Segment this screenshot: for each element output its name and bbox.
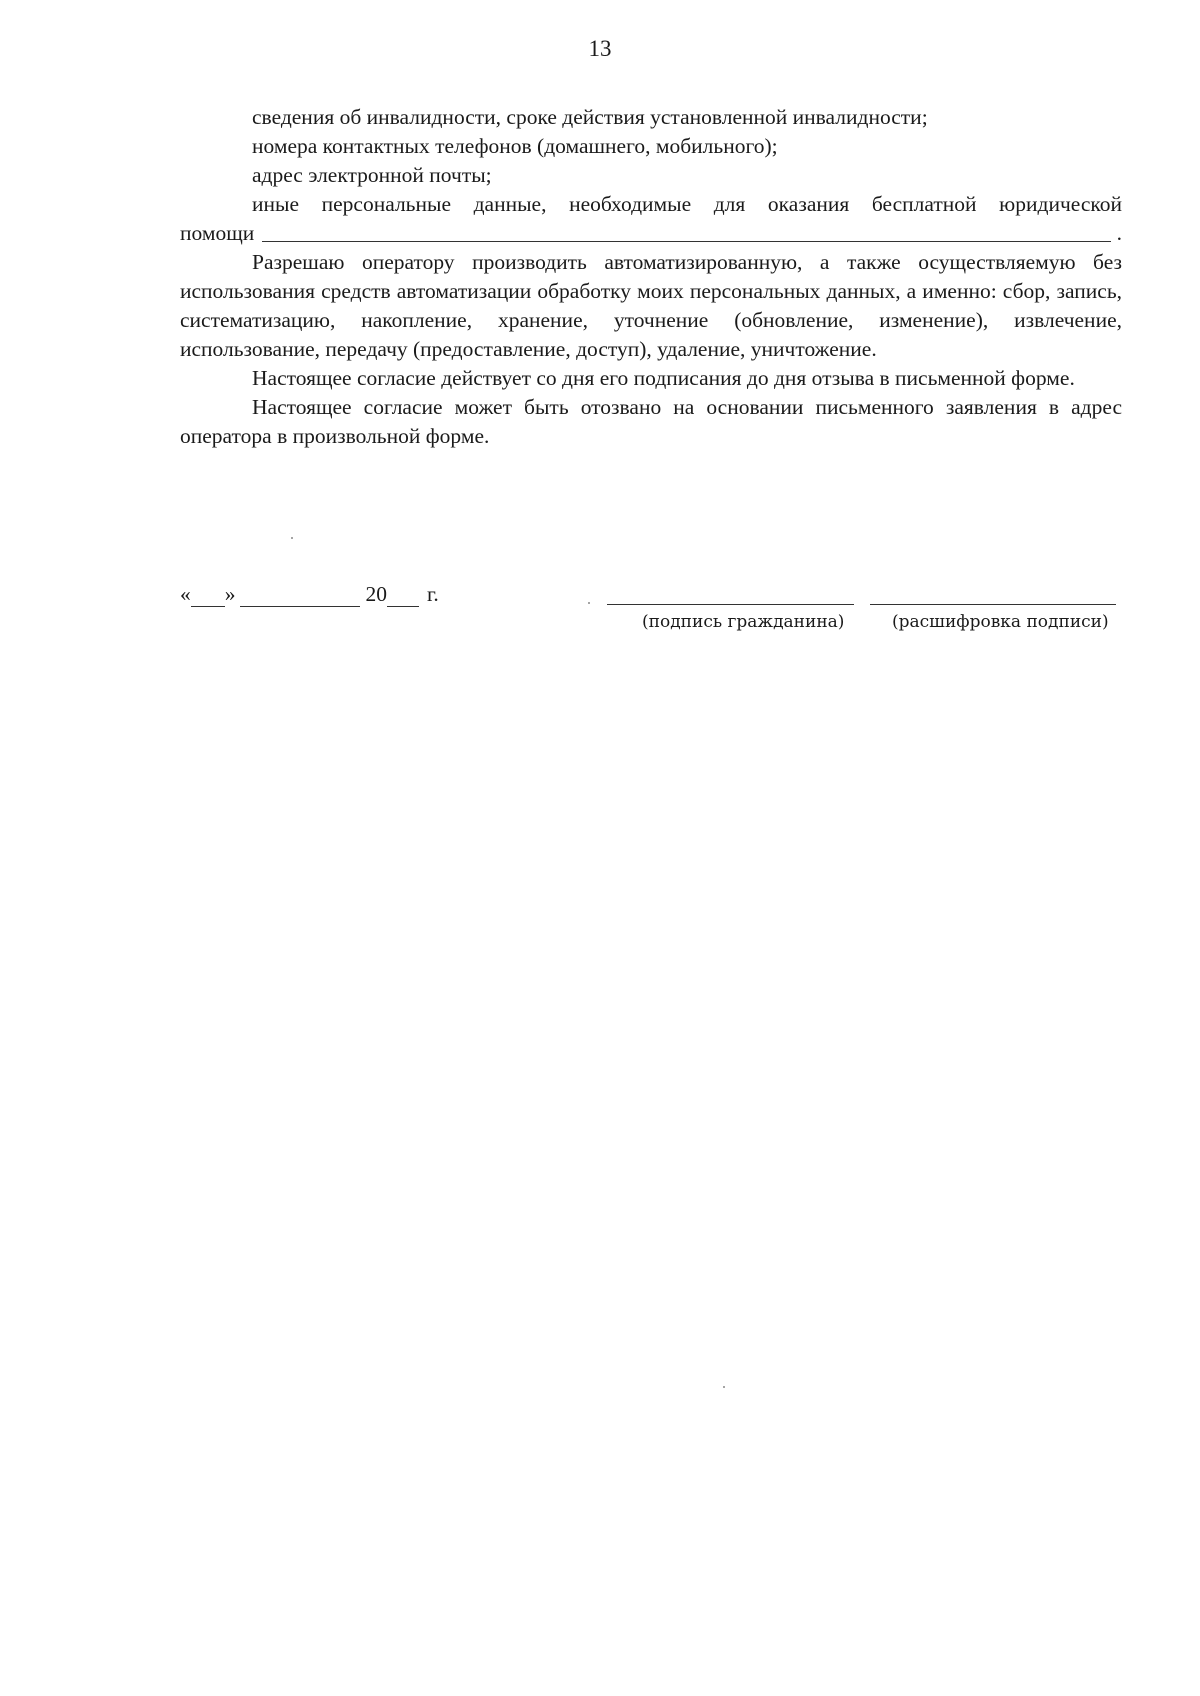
validity-paragraph: Настоящее согласие действует со дня его подписания до дня отзыва в письменной форме. <box>252 366 1075 390</box>
year-blank[interactable] <box>387 586 419 607</box>
other-data-prefix: помощи <box>180 221 255 245</box>
document-body <box>180 103 1122 451</box>
day-blank[interactable] <box>191 586 225 607</box>
list-item: сведения об инвалидности, сроке действия установленной инвалидности; <box>252 105 928 129</box>
scan-speck <box>723 1386 725 1388</box>
year-prefix: 20 <box>365 582 387 606</box>
other-data-blank[interactable] <box>262 240 1110 242</box>
month-blank[interactable] <box>240 586 360 607</box>
year-suffix: г. <box>427 582 439 606</box>
other-data-text <box>180 190 1122 219</box>
other-data-suffix: . <box>1116 221 1122 245</box>
list-item: адрес электронной почты; <box>252 163 492 187</box>
consent-paragraph: Разрешаю оператору производить автоматизированную, а также осуществляемую без использования средств автоматизации обработку моих персональных данных, а именно: сбор, запись, систематизацию, накопление, хранение, уточнение (обновление, изменение), извлечение, использование, передачу (предоставление, доступ), удаление, уничтожение. <box>180 250 1122 361</box>
other-data-label: иные персональные данные, необходимые для оказания бесплатной юридической <box>252 192 1122 216</box>
signature-row <box>180 582 1122 642</box>
decoding-caption: (расшифровка подписи) <box>892 612 1109 632</box>
signature-caption: (подпись гражданина) <box>642 612 845 632</box>
quote-close: » <box>224 582 236 606</box>
date-block <box>180 582 439 607</box>
other-data-fill-line <box>180 219 1122 248</box>
signature-line[interactable] <box>607 582 854 605</box>
quote-open: « <box>180 582 191 606</box>
scan-speck <box>588 602 590 604</box>
decoding-line[interactable] <box>870 582 1116 605</box>
revocation-paragraph: Настоящее согласие может быть отозвано на основании письменного заявления в адрес оператора в произвольной форме. <box>180 395 1122 448</box>
page-number: 13 <box>588 36 612 61</box>
scan-speck <box>291 537 293 539</box>
list-item: номера контактных телефонов (домашнего, мобильного); <box>252 134 778 158</box>
